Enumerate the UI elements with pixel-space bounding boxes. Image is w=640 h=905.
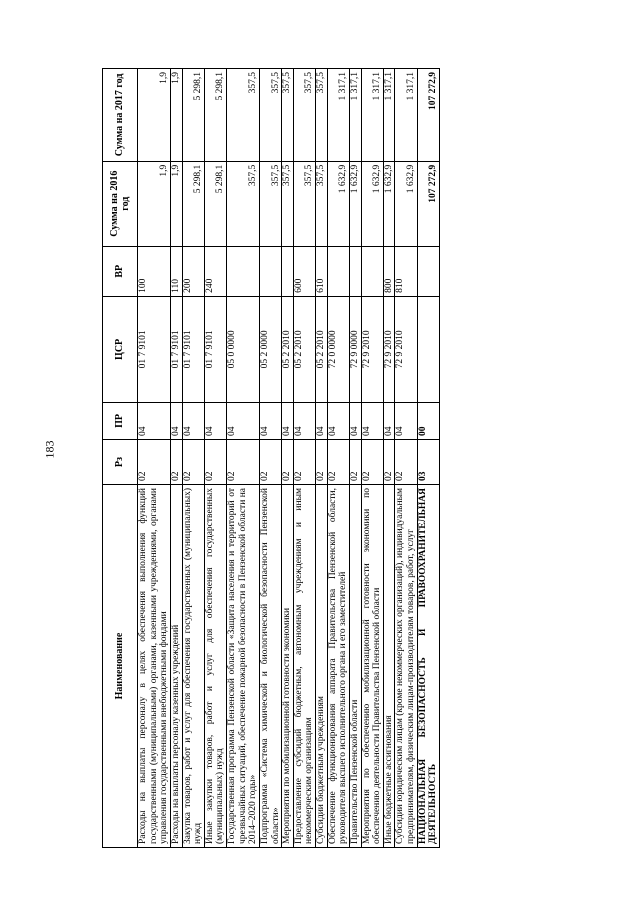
cell-sum-2017: 357,5 (259, 69, 281, 162)
cell-csr: 72 9 0000 (349, 296, 361, 402)
cell-pr: 04 (282, 402, 294, 439)
cell-pr: 04 (227, 402, 260, 439)
cell-sum-2016: 1 632,9 (361, 161, 383, 246)
cell-csr: 01 7 9101 (170, 296, 182, 402)
cell-csr: 72 9 2010 (361, 296, 383, 402)
cell-name: Расходы на выплаты персоналу казенных учреждений (170, 485, 182, 848)
cell-name: НАЦИОНАЛЬНАЯ БЕЗОПАСНОСТЬ И ПРАВООХРАНИТЕЛЬНАЯ ДЕЯТЕЛЬНОСТЬ (417, 485, 439, 848)
cell-pr: 04 (138, 402, 171, 439)
cell-name: Закупка товаров, работ и услуг для обеспечения государственных (муниципальных) нужд (182, 485, 204, 848)
table-row (395, 69, 417, 848)
cell-rz: 02 (170, 439, 182, 484)
cell-sum-2017: 357,5 (227, 69, 260, 162)
cell-name: Предоставление субсидий бюджетным, автономным учреждениям и иным некоммерческим организациям (293, 485, 315, 848)
table-row (316, 69, 328, 848)
cell-sum-2016: 357,5 (282, 161, 294, 246)
cell-name: Иные закупки товаров, работ и услуг для обеспечения государственных (муниципальных) нужд (204, 485, 226, 848)
cell-pr: 04 (293, 402, 315, 439)
header-vr: ВР (103, 246, 138, 296)
table-row-total (417, 69, 439, 848)
table-row (383, 69, 395, 848)
cell-sum-2017: 1,9 (138, 69, 171, 162)
cell-rz: 02 (204, 439, 226, 484)
cell-rz: 02 (395, 439, 417, 484)
cell-vr (349, 246, 361, 296)
cell-rz: 02 (259, 439, 281, 484)
cell-name: Расходы на выплаты персоналу в целях обеспечения выполнения функций государственными (муниципальными) органами, казенными учреждениями, органами управления государственными внебюджетными фондами (138, 485, 171, 848)
cell-sum-2017: 357,5 (316, 69, 328, 162)
cell-sum-2017: 357,5 (282, 69, 294, 162)
cell-vr (361, 246, 383, 296)
cell-csr: 05 2 2010 (293, 296, 315, 402)
cell-vr: 110 (170, 246, 182, 296)
cell-rz: 03 (417, 439, 439, 484)
cell-pr: 04 (349, 402, 361, 439)
cell-sum-2016: 1,9 (138, 161, 171, 246)
header-name: Наименование (103, 485, 138, 848)
cell-sum-2017: 5 298,1 (182, 69, 204, 162)
cell-pr: 04 (383, 402, 395, 439)
table-row (327, 69, 349, 848)
table-row (293, 69, 315, 848)
cell-name: Иные бюджетные ассигнования (383, 485, 395, 848)
cell-rz: 02 (349, 439, 361, 484)
table-row (361, 69, 383, 848)
cell-name: Мероприятия по мобилизационной готовности экономики (282, 485, 294, 848)
cell-sum-2017: 107 272,9 (417, 69, 439, 162)
page-number: 183 (42, 440, 57, 459)
cell-name: Субсидии юридическим лицам (кроме некоммерческих организаций), индивидуальным предпринимателям, физическим лицам-производителям товаров, работ, услуг (395, 485, 417, 848)
cell-sum-2017: 1,9 (170, 69, 182, 162)
cell-csr: 72 9 2010 (383, 296, 395, 402)
table-row (170, 69, 182, 848)
cell-pr: 04 (259, 402, 281, 439)
header-rz: Рз (103, 439, 138, 484)
header-csr: ЦСР (103, 296, 138, 402)
cell-vr: 610 (316, 246, 328, 296)
cell-sum-2017: 1 317,1 (361, 69, 383, 162)
cell-vr: 200 (182, 246, 204, 296)
table-row (138, 69, 171, 848)
cell-sum-2017: 1 317,1 (395, 69, 417, 162)
table-header-row (103, 69, 138, 848)
cell-vr (417, 246, 439, 296)
table-body (138, 69, 440, 848)
cell-vr: 810 (395, 246, 417, 296)
table-row (259, 69, 281, 848)
cell-vr: 240 (204, 246, 226, 296)
cell-vr: 100 (138, 246, 171, 296)
cell-pr: 04 (182, 402, 204, 439)
table-row (282, 69, 294, 848)
table-row (349, 69, 361, 848)
cell-csr: 05 0 0000 (227, 296, 260, 402)
cell-vr: 800 (383, 246, 395, 296)
cell-sum-2016: 357,5 (227, 161, 260, 246)
cell-rz: 02 (227, 439, 260, 484)
cell-pr: 04 (361, 402, 383, 439)
header-sum-2016: Сумма на 2016 год (103, 161, 138, 246)
cell-csr (417, 296, 439, 402)
table-row (204, 69, 226, 848)
cell-sum-2017: 357,5 (293, 69, 315, 162)
cell-name: Подпрограмма «Система химической и биологической безопасности Пензенской области» (259, 485, 281, 848)
cell-name: Государственная программа Пензенской области «Защита населения и территорий от чрезвычайных ситуаций, обеспечение пожарной безопасности в Пензенской области на 2014–2020 годы» (227, 485, 260, 848)
budget-table (102, 68, 440, 848)
cell-sum-2017: 1 317,1 (383, 69, 395, 162)
cell-pr: 04 (395, 402, 417, 439)
cell-sum-2016: 5 298,1 (182, 161, 204, 246)
cell-name: Обеспечение функционирования аппарата Правительства Пензенской области, руководителя высшего исполнительного органа и его заместителей (327, 485, 349, 848)
cell-csr: 01 7 9101 (204, 296, 226, 402)
cell-rz: 02 (282, 439, 294, 484)
cell-csr: 05 2 2010 (316, 296, 328, 402)
cell-pr: 04 (170, 402, 182, 439)
rotated-table-container (102, 68, 555, 848)
cell-pr: 04 (327, 402, 349, 439)
cell-rz: 02 (361, 439, 383, 484)
cell-vr (259, 246, 281, 296)
table-row (182, 69, 204, 848)
cell-vr (227, 246, 260, 296)
cell-sum-2017: 1 317,1 (349, 69, 361, 162)
cell-csr: 01 7 9101 (138, 296, 171, 402)
cell-sum-2016: 1 632,9 (395, 161, 417, 246)
cell-rz: 02 (138, 439, 171, 484)
cell-sum-2016: 357,5 (316, 161, 328, 246)
cell-sum-2016: 357,5 (259, 161, 281, 246)
cell-vr: 600 (293, 246, 315, 296)
cell-rz: 02 (293, 439, 315, 484)
cell-pr: 04 (204, 402, 226, 439)
cell-sum-2016: 107 272,9 (417, 161, 439, 246)
cell-sum-2016: 357,5 (293, 161, 315, 246)
header-pr: ПР (103, 402, 138, 439)
cell-name: Правительство Пензенской области (349, 485, 361, 848)
cell-sum-2017: 1 317,1 (327, 69, 349, 162)
header-sum-2017: Сумма на 2017 год (103, 69, 138, 162)
cell-pr: 04 (316, 402, 328, 439)
cell-name: Мероприятия по обеспечению мобилизационной готовности экономики по обеспечению деятельности Правительства Пензенской области (361, 485, 383, 848)
cell-rz: 02 (327, 439, 349, 484)
cell-csr: 72 0 0000 (327, 296, 349, 402)
cell-vr (282, 246, 294, 296)
cell-csr: 05 2 0000 (259, 296, 281, 402)
table-row (227, 69, 260, 848)
cell-rz: 02 (316, 439, 328, 484)
cell-sum-2016: 1 632,9 (327, 161, 349, 246)
cell-csr: 05 2 2010 (282, 296, 294, 402)
cell-csr: 72 9 2010 (395, 296, 417, 402)
cell-sum-2016: 5 298,1 (204, 161, 226, 246)
cell-sum-2016: 1 632,9 (383, 161, 395, 246)
cell-sum-2017: 5 298,1 (204, 69, 226, 162)
cell-rz: 02 (182, 439, 204, 484)
cell-sum-2016: 1 632,9 (349, 161, 361, 246)
cell-vr (327, 246, 349, 296)
cell-name: Субсидии бюджетным учреждениям (316, 485, 328, 848)
cell-sum-2016: 1,9 (170, 161, 182, 246)
cell-rz: 02 (383, 439, 395, 484)
cell-csr: 01 7 9101 (182, 296, 204, 402)
cell-pr: 00 (417, 402, 439, 439)
